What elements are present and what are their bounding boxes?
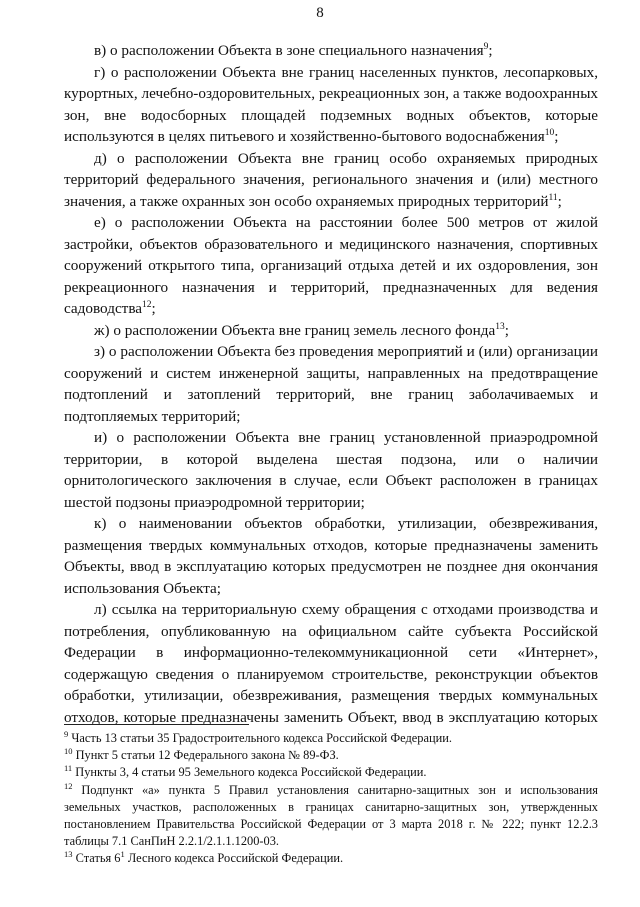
text-segment: Подпункт «а» пункта 5 Правил установления санитарно-защитных зон и использования земельных участков, расположенных в границах санитарно-защитных зон, утвержденных постановлением Правительства Российской Федерации от 3 марта 2018 г. № 222; пункт 12.2.3 таблицы 7.1 СанПиН 2.2.1/2.1.1.1200-03. bbox=[64, 782, 598, 849]
footnote-separator bbox=[64, 724, 249, 725]
text-segment: е) о расположении Объекта на расстоянии более 500 метров от жилой застройки, объектов образовательного и медицинского назначения, спортивных сооружений открытого типа, организаций отдыха детей и их оздоровления, зон рекреационного назначения и территорий, предназначенных для ведения садоводства bbox=[64, 214, 598, 317]
text-segment: г) о расположении Объекта вне границ населенных пунктов, лесопарковых, курортных, лечебно-оздоровительных, рекреационных зон, а также водоохранных зон, вне водосборных площадей подземных водных объектов, которые используются в целях питьевого и хозяйственно-бытового водоснабжения bbox=[64, 63, 598, 145]
footnote-ref: 9 bbox=[64, 728, 69, 739]
text-segment: ; bbox=[488, 42, 493, 59]
paragraph-d bbox=[64, 148, 598, 213]
footnote-ref: 12 bbox=[142, 299, 152, 310]
paragraph-v bbox=[64, 40, 598, 62]
paragraph-l bbox=[64, 599, 598, 728]
footnote-13 bbox=[64, 850, 598, 867]
paragraph-zh bbox=[64, 320, 598, 342]
footnote-ref: 13 bbox=[495, 321, 505, 332]
paragraph-i bbox=[64, 427, 598, 513]
footnote-10 bbox=[64, 747, 598, 764]
paragraph-z bbox=[64, 341, 598, 427]
footnote-ref: 11 bbox=[64, 763, 73, 774]
text-segment: ; bbox=[554, 128, 559, 145]
text-segment: з) о расположении Объекта без проведения мероприятий и (или) организации сооружений и систем инженерной защиты, направленных на предотвращение подтоплений и затоплений территорий, вне границ заболачиваемых и подтопляемых территорий; bbox=[64, 343, 598, 425]
text-segment: Часть 13 статьи 35 Градостроительного кодекса Российской Федерации. bbox=[68, 731, 452, 745]
text-segment: д) о расположении Объекта вне границ особо охраняемых природных территорий федерального значения, регионального значения и (или) местного значения, а также охранных зон особо охраняемых природных территорий bbox=[64, 149, 598, 210]
footnote-ref: 9 bbox=[483, 41, 489, 52]
text-segment: в) о расположении Объекта в зоне специального назначения bbox=[94, 42, 484, 59]
paragraph-k bbox=[64, 513, 598, 599]
text-segment: ; bbox=[557, 192, 562, 210]
text-segment: Статья 6 bbox=[72, 851, 121, 866]
paragraph-e bbox=[64, 212, 598, 320]
text-segment: к) о наименовании объектов обработки, утилизации, обезвреживания, размещения твердых коммунальных отходов, которые предназначены заменить Объекты, ввод в эксплуатацию которых предусмотрен не позднее дня окончания использования Объекта; bbox=[64, 515, 598, 597]
body-text bbox=[64, 40, 598, 728]
footnote-ref: 13 bbox=[64, 849, 73, 860]
text-segment: и) о расположении Объекта вне границ установленной приаэродромной территории, в которой выделена шестая подзона, или о наличии орнитологического заключения в случае, если Объект расположен в границах шестой подзоны приаэродромной территории; bbox=[64, 429, 598, 511]
text-segment: ; bbox=[151, 300, 156, 317]
footnote-ref: 12 bbox=[64, 780, 73, 791]
text-segment: ж) о расположении Объекта вне границ земель лесного фонда bbox=[94, 321, 496, 339]
footnote-12 bbox=[64, 782, 598, 851]
footnote-ref: 10 bbox=[544, 127, 555, 138]
footnote-ref: 11 bbox=[548, 192, 558, 203]
footnote-ref: 10 bbox=[64, 746, 73, 757]
text-segment: Пункт 5 статьи 12 Федерального закона № 89-ФЗ. bbox=[72, 748, 339, 763]
footnote-9 bbox=[64, 730, 598, 747]
text-segment: ; bbox=[504, 321, 509, 339]
text-segment: л) ссылка на территориальную схему обращения с отходами производства и потребления, опубликованную на официальном сайте субъекта Российской Федерации в информационно-телекоммуникационной сети «Интернет», содержащую сведения о планируемом строительстве, реконструкции объектов обработки, утилизации, обезвреживания, размещения твердых коммунальных отходов, которые предназначены заменить Объект, ввод в эксплуатацию которых bbox=[64, 601, 598, 726]
text-segment: Лесного кодекса Российской Федерации. bbox=[124, 851, 344, 866]
paragraph-g bbox=[64, 62, 598, 148]
footnote-ref: 1 bbox=[120, 849, 125, 860]
footnote-11 bbox=[64, 764, 598, 781]
text-segment: Пункты 3, 4 статьи 95 Земельного кодекса Российской Федерации. bbox=[72, 765, 427, 780]
page-number: 8 bbox=[316, 5, 324, 21]
footnotes bbox=[64, 730, 598, 868]
